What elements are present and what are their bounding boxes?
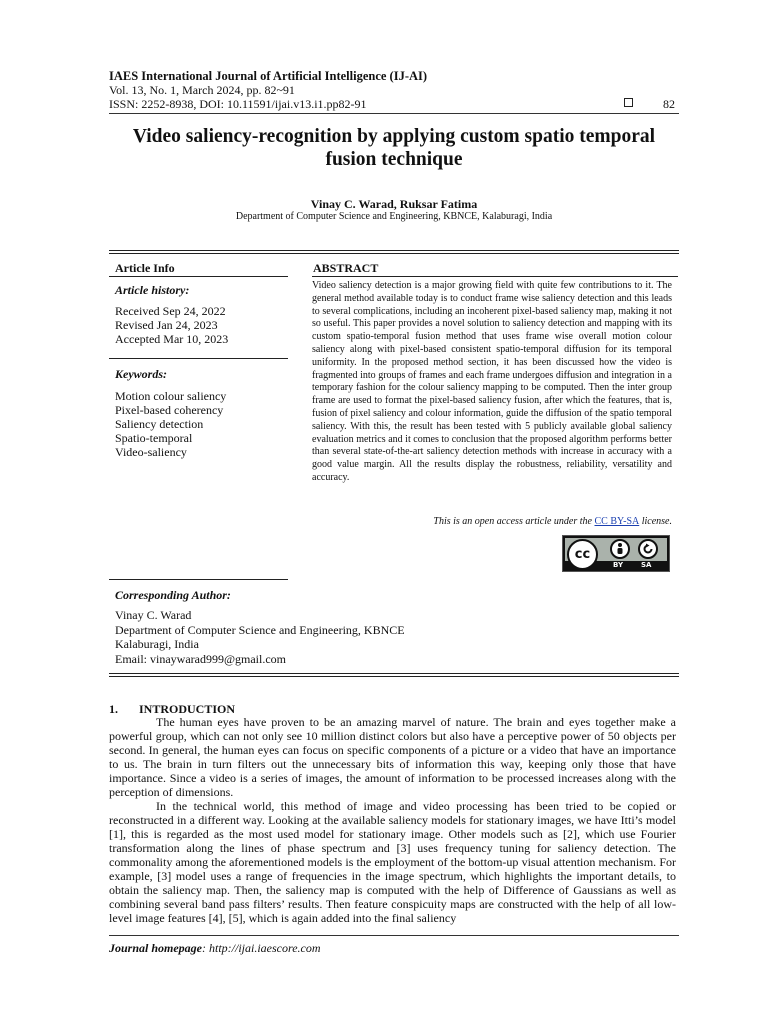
cc-by-sa-link[interactable]: CC BY-SA (594, 516, 640, 527)
affiliation: Department of Computer Science and Engineering, KBNCE, Kalaburagi, India (235, 211, 553, 222)
section-divider-bottom (109, 253, 679, 254)
history-rule (109, 358, 288, 359)
author-email: Email: vinaywarad999@gmail.com (115, 651, 287, 666)
abstract-text: Video saliency detection is a major growing field with quite few contributions to it. The general method available today is to conduct frame wise saliency detection and this leads to several complications, including an incoherent pixel-based saliency map, making it not so useful. This paper provides a novel solution to saliency detection and mapping with its custom spatio-temporal fusion method that uses frame wise overall motion colour saliency along with pixel-based consistent spatio-temporal diffusion for its temporal uniformity. In the proposed method section, it has been discussed how the video is fragmented into groups of frames and each frame undergoes diffusion and integration in a temporary fashion for the colour saliency mapping to be computed. Then the inter group frame are used to format the pixel-based saliency fusion, after which the features, that is, fusion of pixel saliency and colour information, guide the diffusion of the spatio temporal saliency. With this, the result has been tested with 5 publicly available global saliency evaluation metrics and it comes to conclusion that the proposed algorithm performs better than several state-of-the-art saliency detection methods with increase in accuracy with a good value margin. All the results display the robustness, reliability, versatility and accuracy. (312, 280, 672, 483)
title-line-1: Video saliency-recognition by applying custom spatio temporal (132, 126, 656, 147)
cc-by-sa-badge[interactable] (562, 535, 670, 572)
footer-divider (109, 935, 679, 936)
keywords-label: Keywords: (115, 367, 167, 381)
article-info-heading: Article Info (115, 261, 175, 275)
homepage-label: Journal homepage (109, 941, 203, 955)
article-info-rule (109, 276, 288, 277)
by-label: BY (613, 561, 624, 569)
author-department: Department of Computer Science and Engineering, KBNCE (115, 622, 405, 637)
received-date: Received Sep 24, 2022 (115, 304, 226, 318)
square-bullet-icon (624, 98, 633, 107)
keyword: Saliency detection (115, 417, 204, 431)
share-alike-arrow-icon (640, 541, 656, 557)
sa-label: SA (641, 561, 652, 569)
person-icon (612, 541, 628, 557)
revised-date: Revised Jan 24, 2023 (115, 318, 218, 332)
corresponding-divider-bottom (109, 676, 679, 677)
cc-icon (567, 539, 598, 570)
author-name: Vinay C. Warad (115, 608, 192, 622)
section-title: INTRODUCTION (139, 702, 236, 716)
keyword: Pixel-based coherency (115, 403, 224, 417)
authors: Vinay C. Warad, Ruksar Fatima (310, 197, 478, 211)
corresponding-divider-top (109, 673, 679, 674)
introduction-body (109, 715, 676, 925)
share-alike-icon (638, 539, 658, 559)
title-line-2: fusion technique (325, 149, 463, 170)
license-prefix: This is an open access article under the (433, 516, 595, 527)
section-number: 1. (109, 702, 118, 716)
attribution-person-icon (610, 539, 630, 559)
keywords-list (115, 389, 226, 459)
issn-doi: ISSN: 2252-8938, DOI: 10.11591/ijai.v13.i1.pp82-91 (109, 97, 367, 111)
accepted-date: Accepted Mar 10, 2023 (115, 332, 229, 346)
keyword: Video-saliency (115, 445, 187, 459)
abstract-heading: ABSTRACT (313, 261, 379, 275)
homepage-url[interactable]: : http://ijai.iaescore.com (202, 941, 321, 955)
license-note (312, 516, 672, 527)
header-divider (109, 113, 679, 114)
keyword: Motion colour saliency (115, 389, 227, 403)
section-divider-top (109, 250, 679, 251)
abstract-rule (312, 276, 678, 277)
license-suffix: license. (639, 516, 672, 527)
page-number: 82 (663, 97, 675, 111)
volume-info: Vol. 13, No. 1, March 2024, pp. 82~91 (109, 83, 295, 97)
keyword: Spatio-temporal (115, 431, 193, 445)
paper-title (109, 125, 679, 171)
journal-name: IAES International Journal of Artificial Intelligence (IJ-AI) (109, 69, 428, 83)
keywords-rule (109, 579, 288, 580)
paragraph: The human eyes have proven to be an amazing marvel of nature. The brain and eyes together make a powerful group, which can not only see 10 million distinct colors but also have a perceptive power of 50 objects per second. In general, the human eyes can focus on specific components of a picture or a video that have an importance to us. The brain in turn filters out the unnecessary bits of information this way, keeping only those that have importance. Since a video is a series of images, the amount of information to be processed increases along with the perception of dimensions. (109, 715, 676, 799)
paragraph: In the technical world, this method of image and video processing has been tried to be copied or reconstructed in a different way. Looking at the available saliency models for stationary images, we have Itti’s model [1], this is regarded as the most used model for stationary image. Other models such as [2], which use Fourier transformation along the lines of phase spectrum and [3] uses frequency tuning for saliency detection. The commonality among the aforementioned models is the employment of the bottom-up visual attention mechanism. For example, [3] model uses a range of frequencies in the image spectrum, which highlights the important details, to obtain the saliency map. Then, the saliency map is computed with the help of Difference of Gaussians as well as combining several band pass filters’ results. Then feature conspicuity maps are constructed with the help of all low-level image features [4], [5], which is again added into the final saliency (109, 799, 676, 925)
journal-homepage (109, 941, 321, 956)
corresponding-author-label: Corresponding Author: (115, 588, 231, 602)
article-history (115, 304, 228, 346)
article-history-label: Article history: (115, 283, 190, 297)
cc-icon-text: cc (574, 547, 591, 562)
corresponding-author-details (115, 608, 405, 666)
author-location: Kalaburagi, India (115, 637, 199, 651)
